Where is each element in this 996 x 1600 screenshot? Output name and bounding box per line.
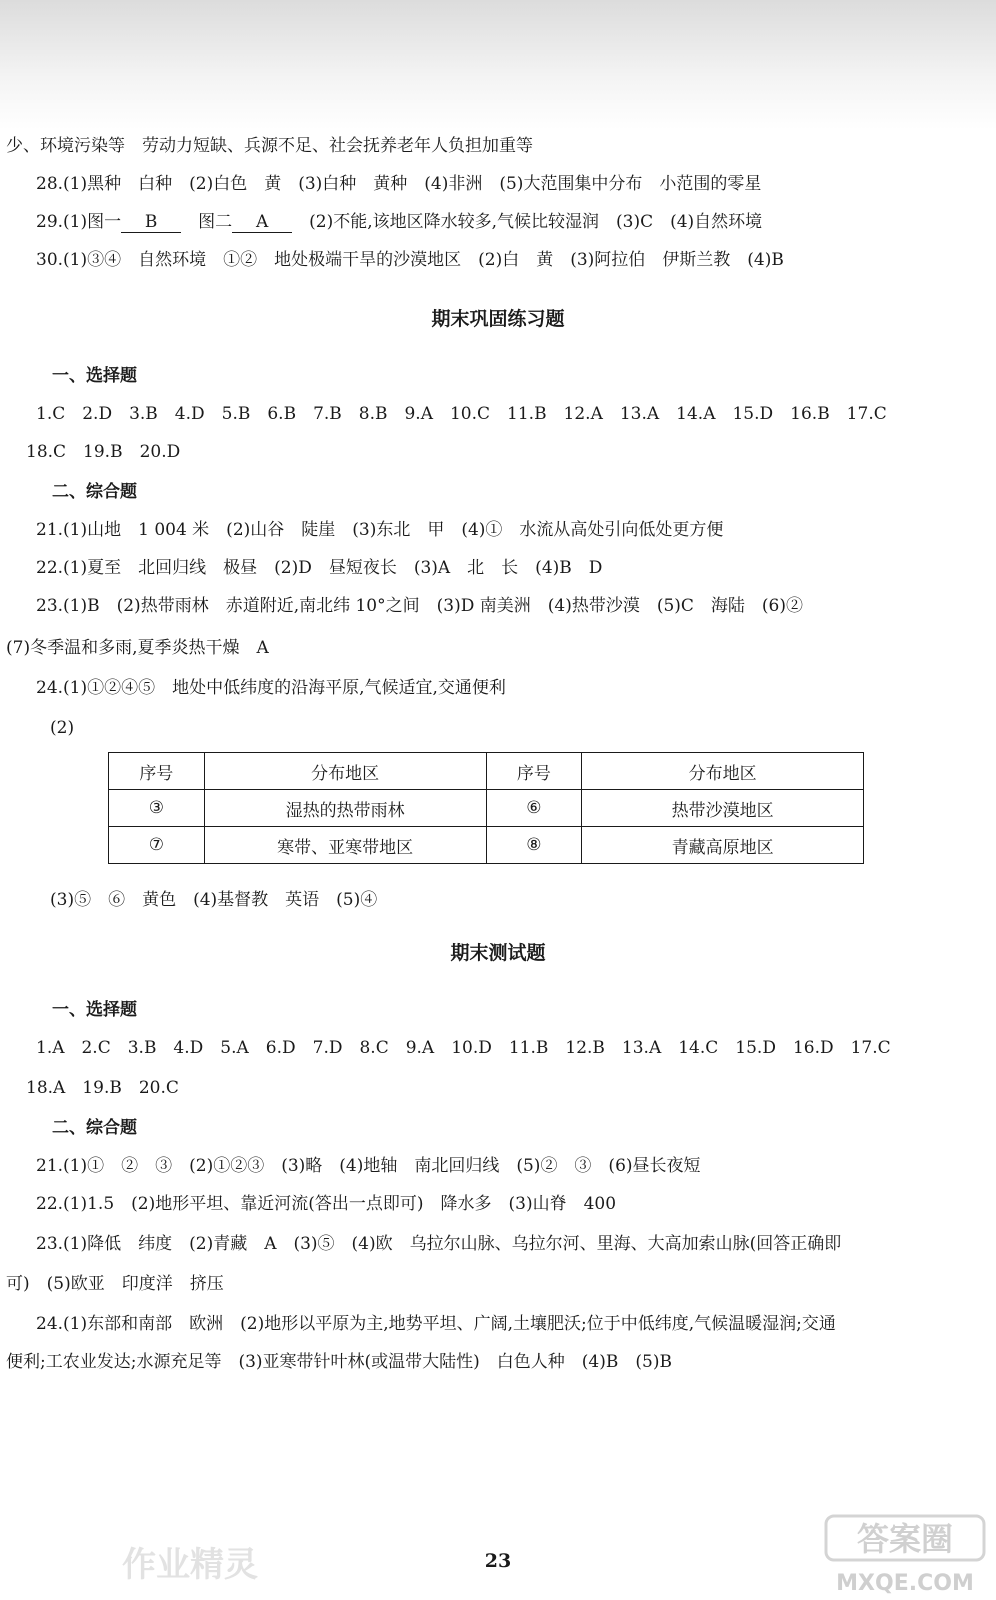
answer-q28: 28.(1)黑种 白种 (2)白色 黄 (3)白种 黄种 (4)非洲 (5)大范围集中分布 小范围的零星 (36, 174, 762, 194)
q29-rest: (2)不能,该地区降水较多,气候比较湿润 (3)C (4)自然环境 (309, 212, 763, 232)
table-header: 分布地区 (204, 753, 486, 790)
table-cell: ⑦ (109, 827, 205, 864)
answer-q23-cont: (7)冬季温和多雨,夏季炎热干燥 A (6, 638, 269, 658)
answer-q22: 22.(1)夏至 北回归线 极昼 (2)D 昼短夜长 (3)A 北 长 (4)B D (36, 558, 603, 578)
answer-q23: 23.(1)降低 纬度 (2)青藏 A (3)⑤ (4)欧 乌拉尔山脉、乌拉尔河、里海、大高加索山脉(回答正确即 (36, 1234, 842, 1254)
comprehensive-heading: 二、综合题 (52, 482, 137, 502)
choice-answers-row: 18.C 19.B 20.D (26, 442, 181, 462)
q29-label-1: 29.(1)图一 (36, 212, 122, 232)
choice-answers-row: 18.A 19.B 20.C (26, 1078, 179, 1098)
choice-heading: 一、选择题 (52, 1000, 137, 1020)
table-row (109, 790, 864, 827)
choice-heading: 一、选择题 (52, 366, 137, 386)
table-cell: ⑥ (486, 790, 582, 827)
answer-q24-part2: (2) (50, 718, 75, 738)
answer-q23-cont: 可) (5)欧亚 印度洋 挤压 (6, 1274, 224, 1294)
table-cell: ③ (109, 790, 205, 827)
table-row (109, 827, 864, 864)
answer-q24: 24.(1)东部和南部 欧洲 (2)地形以平原为主,地势平坦、广阔,土壤肥沃;位于中低纬度,气候温暖湿润;交通 (36, 1314, 836, 1334)
answer-q24-part3: (3)⑤ ⑥ 黄色 (4)基督教 英语 (5)④ (50, 890, 378, 910)
page-number: 23 (484, 1550, 512, 1572)
answer-q23: 23.(1)B (2)热带雨林 赤道附近,南北纬 10°之间 (3)D 南美洲 (4)热带沙漠 (5)C 海陆 (6)② (36, 596, 803, 616)
answer-q30: 30.(1)③④ 自然环境 ①② 地处极端干旱的沙漠地区 (2)白 黄 (3)阿拉伯 伊斯兰教 (4)B (36, 250, 784, 270)
q29-blank-2: A (232, 212, 292, 233)
section-title-review: 期末巩固练习题 (431, 308, 565, 330)
table-header: 序号 (486, 753, 582, 790)
choice-answers-row: 1.C 2.D 3.B 4.D 5.B 6.B 7.B 8.B 9.A 10.C 11.B 12.A 13.A 14.A 15.D 16.B 17.C (36, 404, 887, 424)
table-cell: 湿热的热带雨林 (204, 790, 486, 827)
answer-q29 (36, 210, 762, 234)
section-title-final-test: 期末测试题 (450, 942, 546, 964)
table-cell: 青藏高原地区 (582, 827, 864, 864)
distribution-table (108, 752, 864, 864)
answer-q24-cont: 便利;工农业发达;水源充足等 (3)亚寒带针叶林(或温带大陆性) 白色人种 (4)B (5)B (6, 1352, 672, 1372)
answer-q24: 24.(1)①②④⑤ 地处中低纬度的沿海平原,气候适宜,交通便利 (36, 678, 506, 698)
svg-text:答案圈: 答案圈 (856, 1520, 954, 1558)
choice-answers-row: 1.A 2.C 3.B 4.D 5.A 6.D 7.D 8.C 9.A 10.D 11.B 12.B 13.A 14.C 15.D 16.D 17.C (36, 1038, 891, 1058)
table-header-row (109, 753, 864, 790)
table-cell: 热带沙漠地区 (582, 790, 864, 827)
table-header: 序号 (109, 753, 205, 790)
watermark-stamp (100, 1540, 280, 1590)
table-cell: ⑧ (486, 827, 582, 864)
watermark-logo (820, 1510, 990, 1598)
answer-line: 少、环境污染等 劳动力短缺、兵源不足、社会抚养老年人负担加重等 (6, 136, 533, 156)
answer-q21: 21.(1)① ② ③ (2)①②③ (3)略 (4)地轴 南北回归线 (5)② ③ (6)昼长夜短 (36, 1156, 701, 1176)
q29-label-2: 图二 (198, 212, 233, 232)
answer-q21: 21.(1)山地 1 004 米 (2)山谷 陡崖 (3)东北 甲 (4)① 水流从高处引向低处更方便 (36, 520, 724, 540)
answer-q22: 22.(1)1.5 (2)地形平坦、靠近河流(答出一点即可) 降水多 (3)山脊 400 (36, 1194, 617, 1214)
svg-text:MXQE.COM: MXQE.COM (836, 1571, 974, 1596)
comprehensive-heading: 二、综合题 (52, 1118, 137, 1138)
q29-blank-1: B (121, 212, 181, 233)
table-header: 分布地区 (582, 753, 864, 790)
svg-text:作业精灵: 作业精灵 (122, 1545, 258, 1585)
table-cell: 寒带、亚寒带地区 (204, 827, 486, 864)
